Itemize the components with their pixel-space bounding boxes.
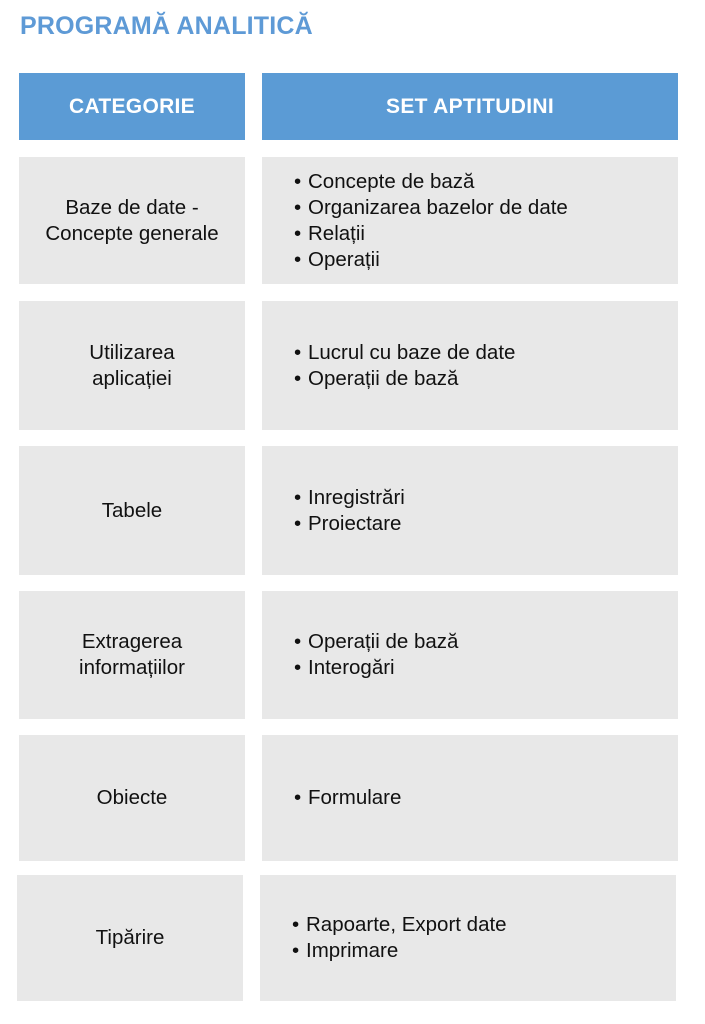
skill-item: • Lucrul cu baze de date [294, 340, 515, 366]
category-label: Utilizarea aplicației [89, 340, 175, 390]
header-skills-label: SET APTITUDINI [386, 94, 554, 118]
category-cell [19, 591, 245, 719]
skill-item: • Operații de bază [294, 366, 515, 392]
skill-item: • Imprimare [292, 938, 507, 964]
header-skills [262, 73, 678, 140]
skill-item: • Proiectare [294, 511, 405, 537]
category-cell [19, 157, 245, 284]
skills-cell [260, 875, 676, 1001]
category-cell [19, 446, 245, 575]
skill-item: • Concepte de bază [294, 169, 568, 195]
category-cell [19, 301, 245, 430]
skills-cell [262, 591, 678, 719]
skill-item: • Operații de bază [294, 629, 458, 655]
category-cell [19, 735, 245, 861]
skill-item: • Organizarea bazelor de date [294, 195, 568, 221]
skill-item: • Formulare [294, 785, 401, 811]
skills-list [294, 785, 401, 811]
skills-list [292, 912, 507, 964]
header-category-label: CATEGORIE [69, 94, 195, 118]
skills-list [294, 485, 405, 537]
header-category [19, 73, 245, 140]
skills-cell [262, 157, 678, 284]
skill-item: • Operații [294, 247, 568, 273]
skills-list [294, 169, 568, 273]
category-label: Baze de date - Concepte generale [45, 195, 219, 245]
category-label: Tipărire [95, 926, 165, 949]
page-title: PROGRAMĂ ANALITICĂ [20, 12, 313, 40]
skill-item: • Interogări [294, 655, 458, 681]
skill-item: • Rapoarte, Export date [292, 912, 507, 938]
skills-list [294, 629, 458, 681]
category-label: Obiecte [96, 786, 168, 809]
skills-cell [262, 735, 678, 861]
category-label: Extragerea informațiilor [79, 630, 185, 679]
category-cell [17, 875, 243, 1001]
category-label: Tabele [101, 498, 163, 522]
skills-list [294, 340, 515, 392]
skill-item: • Inregistrări [294, 485, 405, 511]
skills-cell [262, 446, 678, 575]
skills-cell [262, 301, 678, 430]
skill-item: • Relații [294, 221, 568, 247]
